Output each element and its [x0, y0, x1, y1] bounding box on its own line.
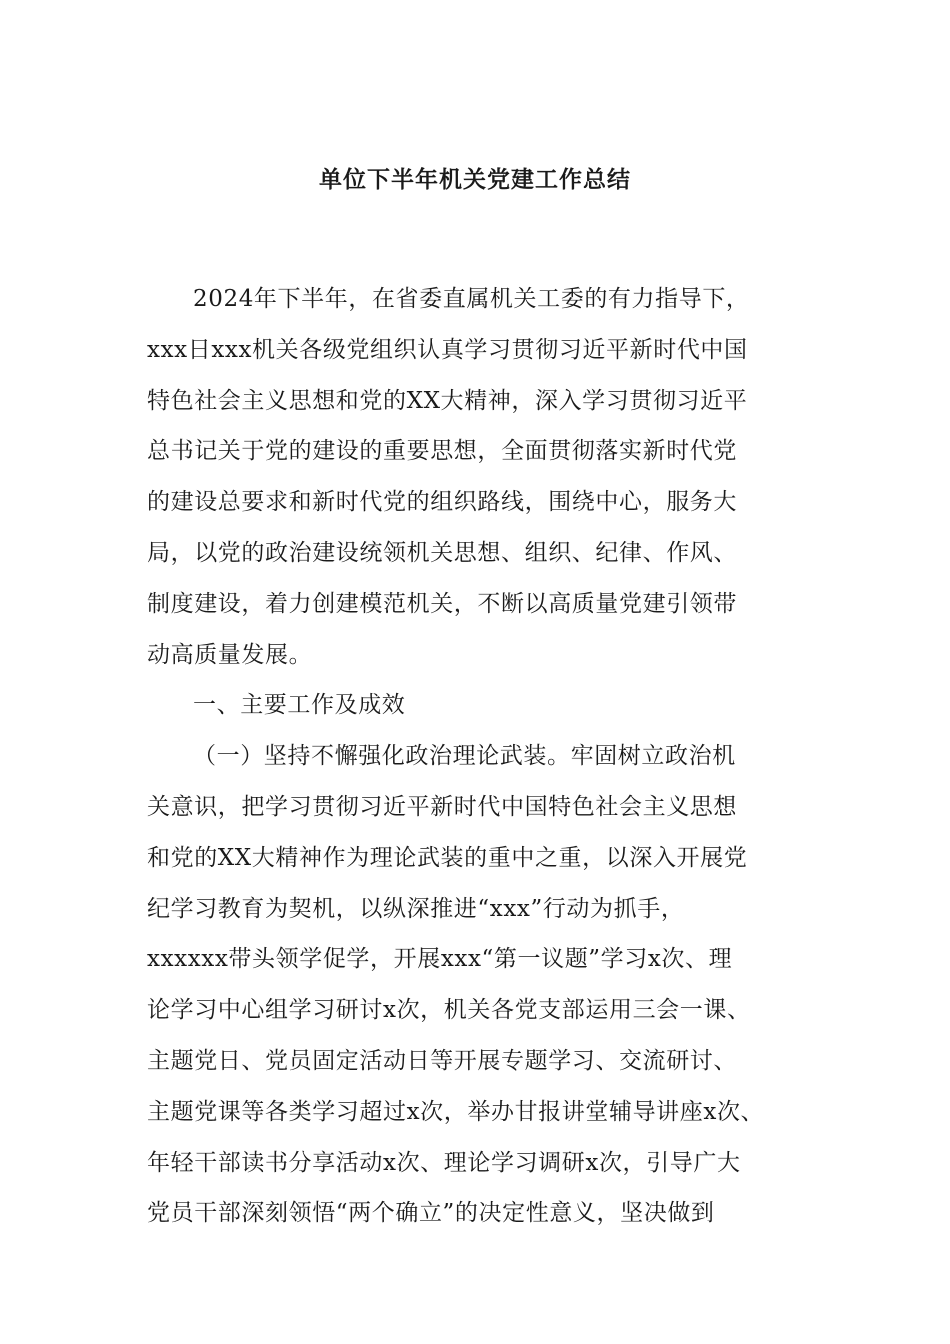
paragraph-line: 的建设总要求和新时代党的组织路线，围绕中心，服务大 [147, 489, 737, 516]
paragraph-line: 主题党课等各类学习超过x次，举办甘报讲堂辅导讲座x次、 [147, 1098, 765, 1125]
paragraph-line: 关意识，把学习贯彻习近平新时代中国特色社会主义思想 [147, 793, 737, 820]
paragraph-line: 制度建设，着力创建模范机关，不断以高质量党建引领带 [147, 590, 737, 617]
paragraph-line: 特色社会主义思想和党的XX大精神，深入学习贯彻习近平 [147, 387, 748, 414]
document-body [147, 274, 827, 1239]
paragraph-line: 年轻干部读书分享活动x次、理论学习调研x次，引导广大 [147, 1149, 741, 1176]
document-title: 单位下半年机关党建工作总结 [319, 167, 631, 193]
paragraph-line: 2024年下半年，在省委直属机关工委的有力指导下， [193, 286, 750, 312]
paragraph-line: 党员干部深刻领悟“两个确立”的决定性意义，坚决做到 [147, 1200, 715, 1227]
paragraph-line: xxx日xxx机关各级党组织认真学习贯彻习近平新时代中国 [147, 336, 748, 363]
section-heading: 一、主要工作及成效 [193, 692, 406, 719]
paragraph-line: 总书记关于党的建设的重要思想，全面贯彻落实新时代党 [147, 438, 737, 465]
paragraph-line: 论学习中心组学习研讨x次，机关各党支部运用三会一课、 [147, 997, 751, 1024]
paragraph-line: 局，以党的政治建设统领机关思想、组织、纪律、作风、 [147, 539, 737, 566]
paragraph-line: 纪学习教育为契机，以纵深推进“xxx”行动为抓手， [147, 895, 685, 922]
paragraph-line: 动高质量发展。 [147, 641, 313, 668]
paragraph-line: 和党的XX大精神作为理论武装的重中之重，以深入开展党 [147, 844, 748, 871]
paragraph-line: 主题党日、党员固定活动日等开展专题学习、交流研讨、 [147, 1047, 737, 1074]
paragraph-line: xxxxxx带头领学促学，开展xxx“第一议题”学习x次、理 [147, 946, 733, 973]
subsection-line: （一）坚持不懈强化政治理论武装。牢固树立政治机 [193, 743, 736, 770]
